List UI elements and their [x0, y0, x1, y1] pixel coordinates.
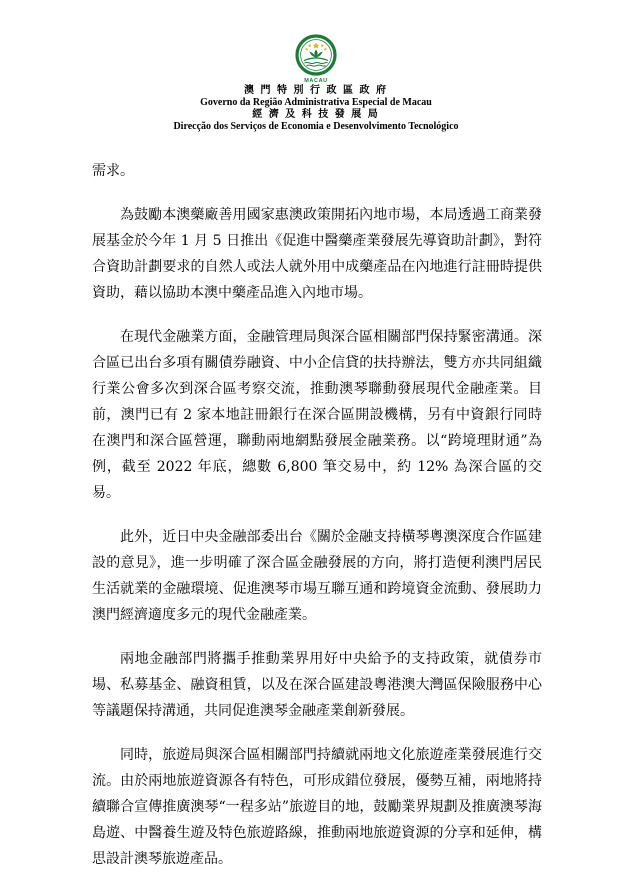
government-name-portuguese: Governo da Região Administrativa Especial de Macau [200, 97, 432, 108]
paragraph-modern-finance: 在現代金融業方面，金融管理局與深合區相關部門保持緊密溝通。深合區已出台多項有關債券融資、中小企信貸的扶持辦法，雙方亦共同組織行業公會多次到深合區考察交流，推動澳琴聯動發展現代金融產業。目前，澳門已有 2 家本地註冊銀行在深合區開設機構，另有中資銀行同時在澳門和深合區營運，聯動兩地網點發展金融業務。以“跨境理財通”為例，截至 2022 年底，總數 6,800 筆交易中，約 12% 為深合區的交易。 [92, 329, 542, 501]
paragraph-central-finance-opinion: 此外，近日中央金融部委出台《關於金融支持橫琴粵澳深度合作區建設的意見》，進一步明確了深合區金融發展的方向，將打造便利澳門居民生活就業的金融環境、促進澳琴市場互聯互通和跨境資金流動、發展助力澳門經濟適度多元的現代金融產業。 [92, 529, 542, 623]
letterhead [0, 34, 632, 133]
department-name-portuguese: Direcção dos Serviços de Economia e Desenvolvimento Tecnológico [173, 121, 459, 132]
emblem-text: MACAU [304, 78, 328, 84]
paragraph-continuation: 需求。 [92, 163, 134, 179]
paragraph-tourism: 同時，旅遊局與深合區相關部門持續就兩地文化旅遊產業發展進行交流。由於兩地旅遊資源各有特色，可形成錯位發展，優勢互補，兩地將持續聯合宣傳推廣澳琴“一程多站”旅遊目的地，鼓勵業界規劃及推廣澳琴海島遊、中醫養生遊及特色旅遊路線，推動兩地旅遊資源的分享和延伸，構思設計澳琴旅遊產品。 [92, 747, 542, 867]
macao-sar-emblem-icon [289, 34, 343, 84]
paragraph-finance-cooperation: 兩地金融部門將攜手推動業界用好中央給予的支持政策，就債券市場、私募基金、融資租賃，以及在深合區建設粵港澳大灣區保險服務中心等議題保持溝通，共同促進澳琴金融產業創新發展。 [92, 651, 542, 719]
department-name-chinese: 經 濟 及 科 技 發 展 局 [252, 109, 380, 120]
paragraph-tcm-funding: 為鼓勵本澳藥廠善用國家惠澳政策開拓內地市場，本局透過工商業發展基金於今年 1 月 5 日推出《促進中醫藥產業發展先導資助計劃》，對符合資助計劃要求的自然人或法人就外用中成藥產品在內地進行註冊時提供資助，藉以協助本澳中藥產品進入內地市場。 [92, 207, 542, 301]
government-name-chinese: 澳 門 特 別 行 政 區 政 府 [244, 85, 388, 96]
document-body [92, 158, 542, 890]
